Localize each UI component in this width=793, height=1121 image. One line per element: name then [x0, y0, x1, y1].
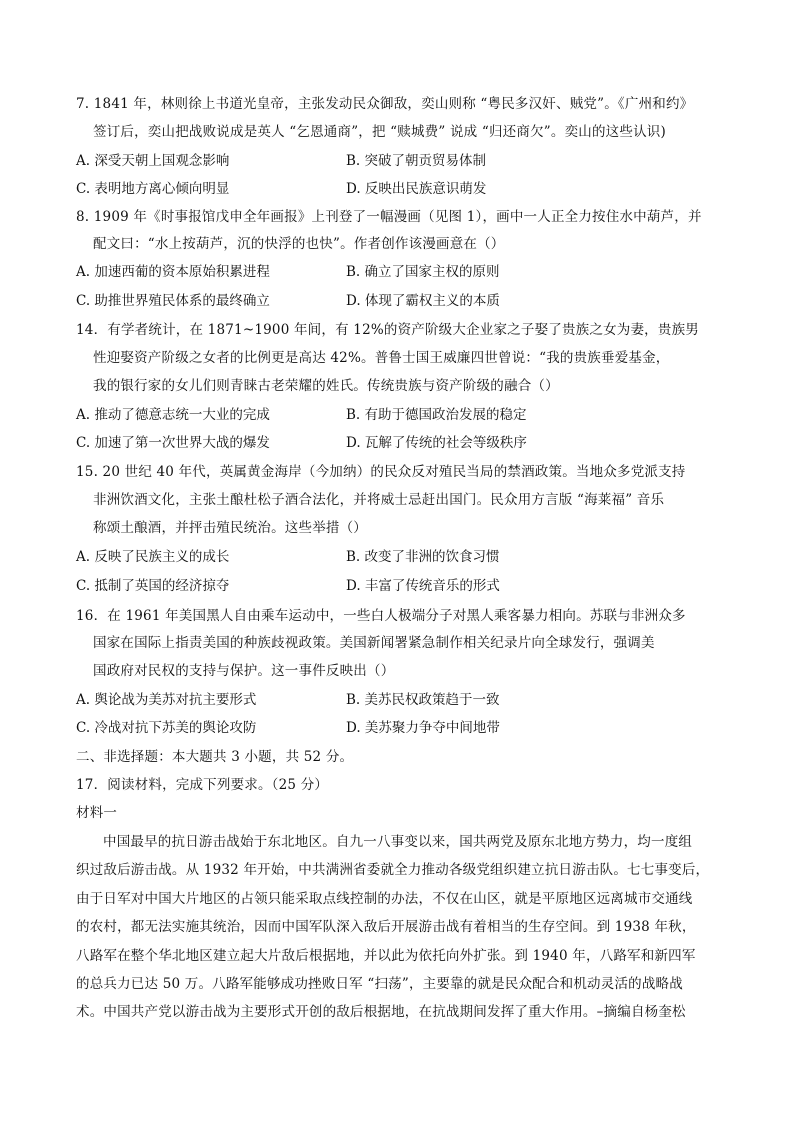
q15-stem-line-2: 非洲饮酒文化，主张土酿杜松子酒合法化，并将威士忌赶出国门。民众用方言版 “海莱福” 音乐 [93, 492, 665, 508]
q8-option-a[interactable]: A. 加速西葡的资本原始积累进程 [76, 264, 270, 280]
q7-option-c[interactable]: C. 表明地方离心倾向明显 [76, 181, 230, 197]
q15-option-a[interactable]: A. 反映了民族主义的成长 [76, 549, 230, 565]
material-line: 的农村，都无法实施其统治，因而中国军队深入敌后开展游击战有着相当的生存空间。到 1938 年秋， [76, 919, 696, 935]
q16-stem-line-3: 国政府对民权的支持与保护。这一事件反映出（） [93, 663, 395, 679]
material-line: 织过敌后游击战。从 1932 年开始，中共满洲省委就全力推动各级党组织建立抗日游击队。七七事变后， [76, 862, 710, 878]
q15-option-d[interactable]: D. 丰富了传统音乐的形式 [346, 578, 500, 594]
q16-stem-line-2: 国家在国际上指责美国的种族歧视政策。美国新闻署紧急制作相关纪录片向全球发行，强调美 [93, 635, 655, 651]
q15-option-c[interactable]: C. 抵制了英国的经济掠夺 [76, 578, 230, 594]
q16-option-d[interactable]: D. 美苏聚力争夺中间地带 [346, 720, 500, 736]
material-line: 由于日军对中国大片地区的占领只能采取点线控制的办法，不仅在山区，就是平原地区远离城市交通线 [76, 891, 693, 907]
q7-option-b[interactable]: B. 突破了朝贡贸易体制 [346, 153, 487, 169]
q15-stem-line-1: 15. 20 世纪 40 年代，英属黄金海岸（今加纳）的民众反对殖民当局的禁酒政策。当地众多党派支持 [76, 464, 686, 480]
q7-stem-line-1: 7. 1841 年，林则徐上书道光皇帝，主张发动民众御敌，奕山则称 “粤民多汉奸、贼党”。《广州和约》 [76, 96, 694, 112]
q8-option-c[interactable]: C. 助推世界殖民体系的最终确立 [76, 293, 270, 309]
q8-option-b[interactable]: B. 确立了国家主权的原则 [346, 264, 500, 280]
material-line: 的总兵力已达 50 万。八路军能够成功挫败日军 “扫荡”，主要靠的就是民众配合和机动灵活的战略战 [76, 976, 683, 992]
q14-stem-line-2: 性迎娶资产阶级之女者的比例更是高达 42%。普鲁士国王威廉四世曾说：“我的贵族垂爱基金， [93, 350, 670, 366]
q7-option-d[interactable]: D. 反映出民族意识萌发 [346, 181, 487, 197]
section-heading: 二、非选择题：本大题共 3 小题，共 52 分。 [76, 749, 354, 765]
q7-option-a[interactable]: A. 深受天朝上国观念影响 [76, 153, 230, 169]
q16-option-b[interactable]: B. 美苏民权政策趋于一致 [346, 692, 500, 708]
q15-option-b[interactable]: B. 改变了非洲的饮食习惯 [346, 549, 500, 565]
q14-option-d[interactable]: D. 瓦解了传统的社会等级秩序 [346, 435, 527, 451]
q16-option-a[interactable]: A. 舆论战为美苏对抗主要形式 [76, 692, 257, 708]
q8-option-d[interactable]: D. 体现了霸权主义的本质 [346, 293, 500, 309]
material-line: 八路军在整个华北地区建立起大片敌后根据地，并以此为依托向外扩张。到 1940 年，八路军和新四军 [76, 948, 696, 964]
q8-stem-line-2: 配文曰：“水上按葫芦，沉的快浮的也快”。作者创作该漫画意在（） [93, 236, 505, 252]
q14-stem-line-3: 我的银行家的女儿们则青睐古老荣耀的姓氏。传统贵族与资产阶级的融合（） [93, 378, 559, 394]
material-line: 术。中国共产党以游击战为主要形式开创的敌后根据地，在抗战期间发挥了重大作用。–摘编自杨奎松 [76, 1004, 686, 1020]
q14-stem-line-1: 14．有学者统计，在 1871~1900 年间，有 12%的资产阶级大企业家之子娶了贵族之女为妻，贵族男 [76, 322, 699, 338]
q14-option-a[interactable]: A. 推动了德意志统一大业的完成 [76, 407, 270, 423]
q15-stem-line-3: 称颂土酿酒，并抨击殖民统治。这些举措（） [93, 520, 367, 536]
q14-option-b[interactable]: B. 有助于德国政治发展的稳定 [346, 407, 527, 423]
q8-stem-line-1: 8. 1909 年《时事报馆戊申全年画报》上刊登了一幅漫画（见图 1），画中一人正全力按住水中葫芦，并 [76, 209, 702, 225]
q16-stem-line-1: 16．在 1961 年美国黑人自由乘车运动中，一些白人极端分子对黑人乘客暴力相向。苏联与非洲众多 [76, 608, 686, 624]
q16-option-c[interactable]: C. 冷战对抗下苏美的舆论攻防 [76, 720, 257, 736]
q14-option-c[interactable]: C. 加速了第一次世界大战的爆发 [76, 435, 270, 451]
q17-title: 17．阅读材料，完成下列要求。（25 分） [76, 777, 329, 793]
q7-stem-line-2: 签订后，奕山把战败说成是英人 “乞恩通商”，把 “赎城费” 说成 “归还商欠”。奕山的这些认识) [93, 124, 666, 140]
material-label: 材料一 [76, 805, 118, 821]
material-line: 中国最早的抗日游击战始于东北地区。自九一八事变以来，国共两党及原东北地方势力，均一度组 [103, 834, 693, 850]
